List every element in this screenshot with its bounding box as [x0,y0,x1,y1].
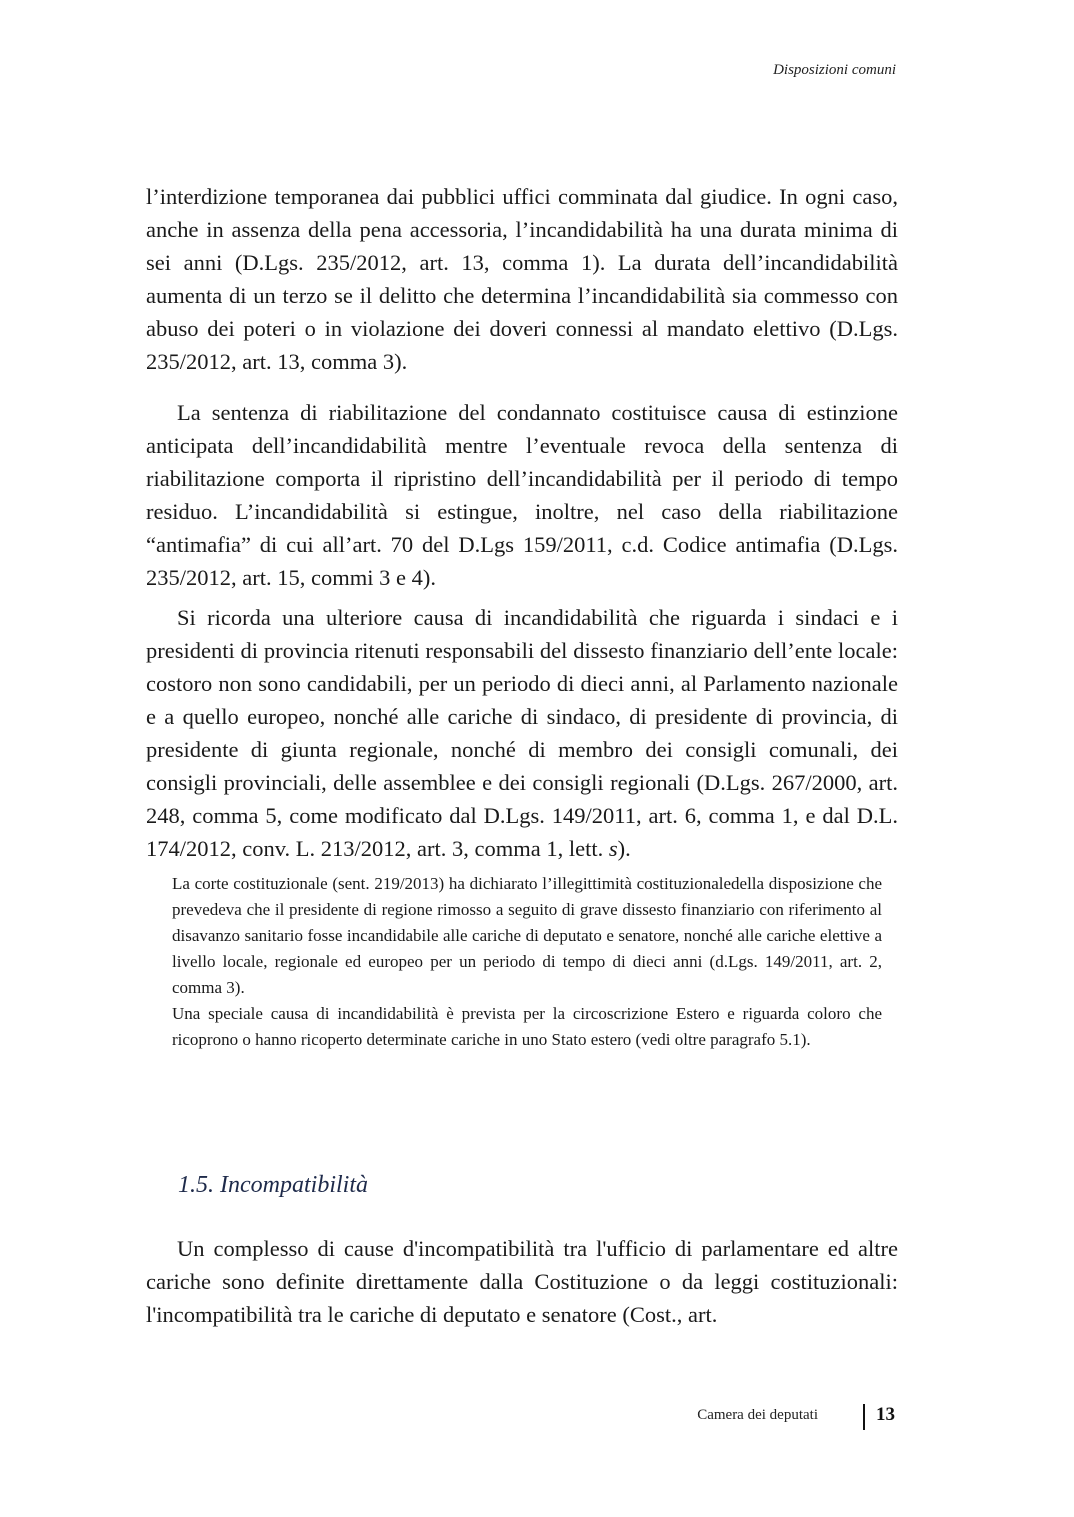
page-number: 13 [876,1404,895,1425]
page-footer [0,1404,1074,1434]
body-paragraph-3 [146,601,898,865]
footer-publisher: Camera dei deputati [697,1407,818,1423]
body-paragraph-1 [146,180,898,378]
footer-divider [863,1404,865,1430]
note-paragraph-2: Una speciale causa di incandidabilità è prevista per la circoscrizione Estero e riguarda coloro che ricoprono o hanno ricoperto determinate cariche in uno Stato estero (vedi oltre paragrafo 5.1). [172,1004,882,1049]
paragraph-text-end: ). [617,836,631,861]
note-paragraph-1: La corte costituzionale (sent. 219/2013) ha dichiarato l’illegittimità costituzionaledella disposizione che prevedeva che il presidente di regione rimosso a seguito di grave dissesto finanziario con riferimento al disavanzo sanitario fosse incandidabile alle cariche di deputato e senatore, nonché alle cariche elettive a livello locale, regionale ed europeo per un periodo di tempo di dieci anni (d.Lgs. 149/2011, art. 2, comma 3). [172,874,882,997]
section-paragraph [146,1232,898,1331]
paragraph-text: Un complesso di cause d'incompatibilità tra l'ufficio di parlamentare ed altre cariche sono definite direttamente dalla Costituzione o da leggi costituzionali: l'incompatibilità tra le cariche di deputato e senatore (Cost., art. [146,1236,898,1327]
paragraph-text-main: Si ricorda una ulteriore causa di incandidabilità che riguarda i sindaci e i presidenti di provincia ritenuti responsabili del dissesto finanziario dell’ente locale: costoro non sono candidabili, per un periodo di dieci anni, al Parlamento nazionale e a quello europeo, nonché alle cariche di sindaco, di presidente di provincia, di presidente di giunta regionale, nonché di membro dei consigli comunali, dei consigli provinciali, delle assemblee e dei consigli regionali (D.Lgs. 267/2000, art. 248, comma 5, come modificato dal D.Lgs. 149/2011, art. 6, comma 1, e dal D.L. 174/2012, conv. L. 213/2012, art. 3, comma 1, lett. [146,605,898,861]
paragraph-text [146,601,898,865]
paragraph-text: l’interdizione temporanea dai pubblici uffici comminata dal giudice. In ogni caso, anche in assenza della pena accessoria, l’incandidabilità ha una durata minima di sei anni (D.Lgs. 235/2012, art. 13, comma 1). La durata dell’incandidabilità aumenta di un terzo se il delitto che determina l’incandidabilità sia commesso con abuso dei poteri o in violazione dei doveri connessi al mandato elettivo (D.Lgs. 235/2012, art. 13, comma 3). [146,184,898,374]
body-paragraph-2 [146,396,898,594]
note-box [172,871,882,1053]
running-head: Disposizioni comuni [773,62,896,78]
paragraph-text: La sentenza di riabilitazione del condannato costituisce causa di estinzione anticipata dell’incandidabilità mentre l’eventuale revoca della sentenza di riabilitazione comporta il ripristino dell’incandidabilità per il periodo di tempo residuo. L’incandidabilità si estingue, inoltre, nel caso della riabilitazione “antimafia” di cui all’art. 70 del D.Lgs 159/2011, c.d. Codice antimafia (D.Lgs. 235/2012, art. 15, commi 3 e 4). [146,400,898,590]
section-heading: 1.5. Incompatibilità [178,1172,368,1198]
italic-letter: s [608,836,618,861]
